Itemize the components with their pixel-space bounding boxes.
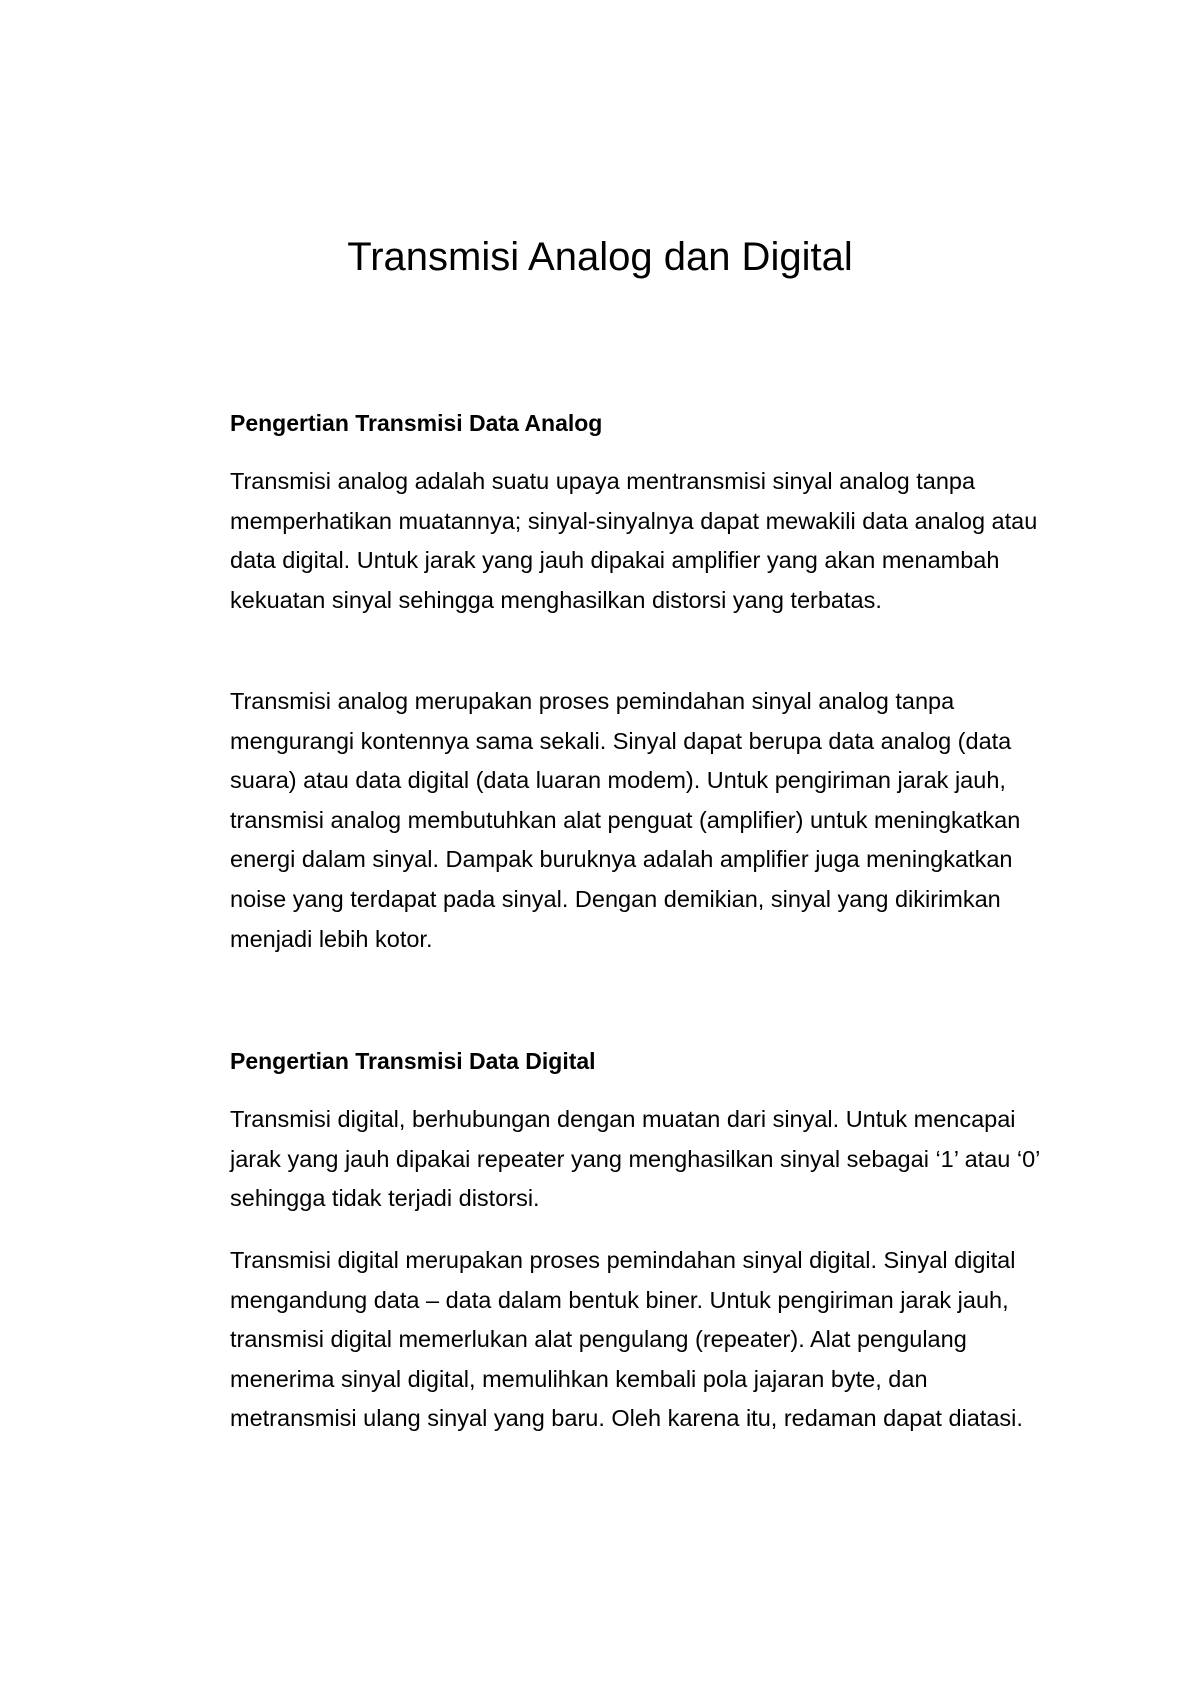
paragraph-analog-1: Transmisi analog adalah suatu upaya mentransmisi sinyal analog tanpa memperhatikan muatannya; sinyal-sinyalnya dapat mewakili data analog atau data digital. Untuk jarak yang jauh dipakai amplifier yang akan menambah kekuatan sinyal sehingga menghasilkan distorsi yang terbatas. [230, 468, 1038, 613]
document-title: Transmisi Analog dan Digital [347, 235, 853, 279]
section-heading-digital: Pengertian Transmisi Data Digital [230, 1048, 596, 1074]
paragraph-digital-1: Transmisi digital, berhubungan dengan muatan dari sinyal. Untuk mencapai jarak yang jauh dipakai repeater yang menghasilkan sinyal sebagai ‘1’ atau ‘0’ sehingga tidak terjadi distorsi. [230, 1106, 1040, 1212]
section-heading-analog: Pengertian Transmisi Data Analog [230, 410, 603, 436]
paragraph-analog-2: Transmisi analog merupakan proses pemindahan sinyal analog tanpa mengurangi kontennya sama sekali. Sinyal dapat berupa data analog (data suara) atau data digital (data luaran modem). Untuk pengiriman jarak jauh, transmisi analog membutuhkan alat penguat (amplifier) untuk meningkatkan energi dalam sinyal. Dampak buruknya adalah amplifier juga meningkatkan noise yang terdapat pada sinyal. Dengan demikian, sinyal yang dikirimkan menjadi lebih kotor. [230, 688, 1021, 952]
paragraph-digital-2: Transmisi digital merupakan proses pemindahan sinyal digital. Sinyal digital mengandung data – data dalam bentuk biner. Untuk pengiriman jarak jauh, transmisi digital memerlukan alat pengulang (repeater). Alat pengulang menerima sinyal digital, memulihkan kembali pola jajaran byte, dan metransmisi ulang sinyal yang baru. Oleh karena itu, redaman dapat diatasi. [230, 1247, 1023, 1432]
